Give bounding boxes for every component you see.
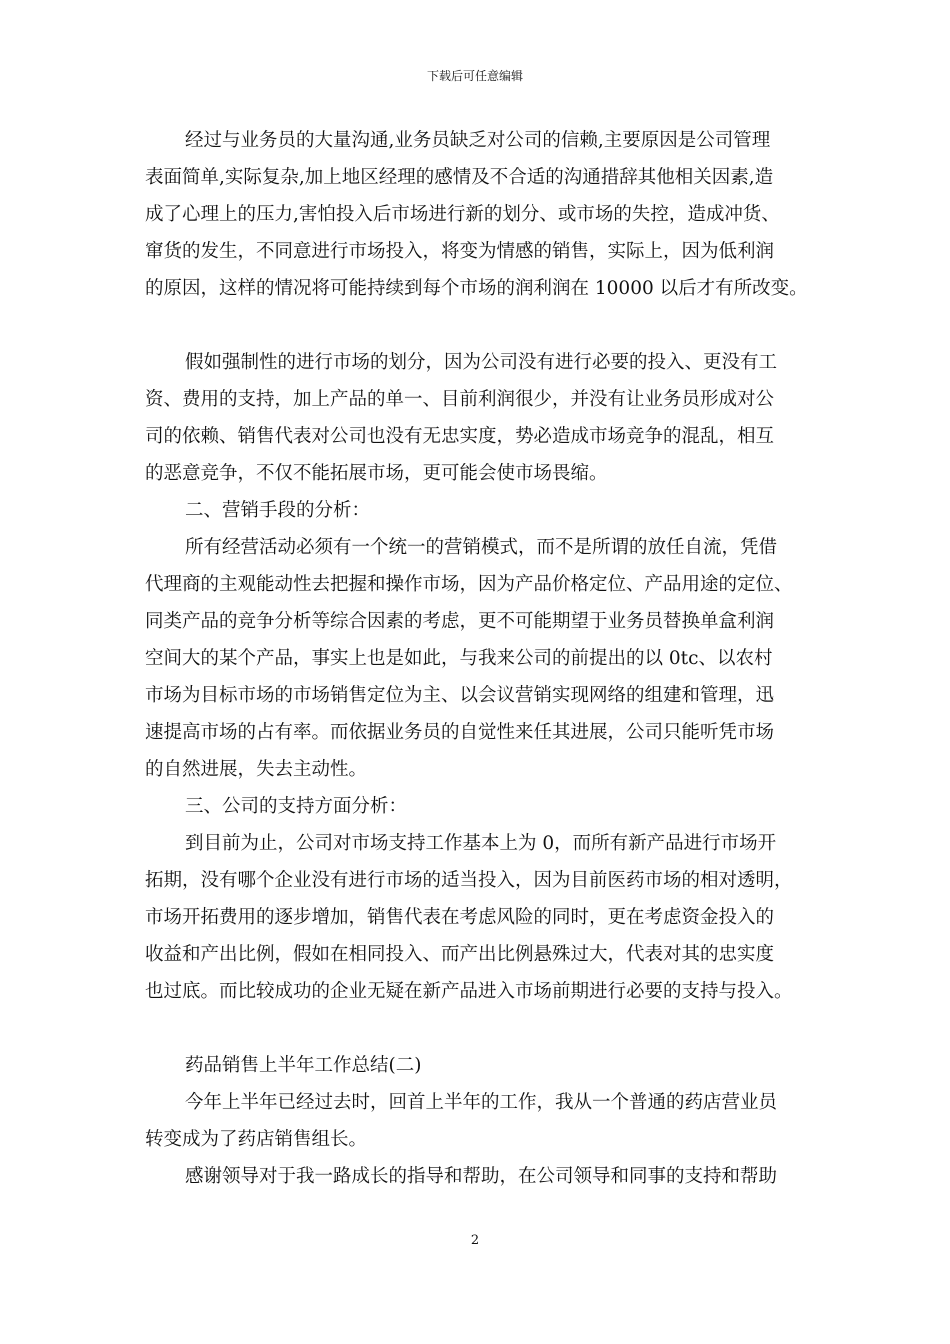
paragraph-3-line-1: 所有经营活动必须有一个统一的营销模式，而不是所谓的放任自流，凭借 xyxy=(185,537,778,558)
paragraph-2-line-2: 资、费用的支持，加上产品的单一、目前利润很少，并没有让业务员形成对公 xyxy=(145,389,775,410)
document-body xyxy=(145,122,825,1195)
paragraph-3-line-3: 同类产品的竞争分析等综合因素的考虑，更不可能期望于业务员替换单盒利润 xyxy=(145,611,775,632)
page-header: 下载后可任意编辑 xyxy=(426,69,523,83)
section-heading-support: 三、公司的支持方面分析： xyxy=(185,796,408,817)
paragraph-6-line-1: 感谢领导对于我一路成长的指导和帮助，在公司领导和同事的支持和帮助 xyxy=(185,1166,778,1187)
paragraph-2-line-1: 假如强制性的进行市场的划分，因为公司没有进行必要的投入、更没有工 xyxy=(185,352,778,373)
paragraph-3-line-7: 的自然进展，失去主动性。 xyxy=(145,759,368,780)
paragraph-4-line-2: 拓期，没有哪个企业没有进行市场的适当投入，因为目前医药市场的相对透明， xyxy=(145,870,793,891)
paragraph-4-line-5: 也过底。而比较成功的企业无疑在新产品进入市场前期进行必要的支持与投入。 xyxy=(145,981,793,1002)
paragraph-1-line-5: 的原因，这样的情况将可能持续到每个市场的润利润在 10000 以后才有所改变。 xyxy=(145,278,808,299)
paragraph-4-line-3: 市场开拓费用的逐步增加，销售代表在考虑风险的同时，更在考虑资金投入的 xyxy=(145,907,775,928)
paragraph-5-line-2: 转变成为了药店销售组长。 xyxy=(145,1129,368,1150)
paragraph-3-line-4: 空间大的某个产品，事实上也是如此，与我来公司的前提出的以 0tc、以农村 xyxy=(145,648,773,669)
paragraph-3-line-6: 速提高市场的占有率。而依据业务员的自觉性来任其进展，公司只能听凭市场 xyxy=(145,722,775,743)
paragraph-4-line-1: 到目前为止，公司对市场支持工作基本上为 0，而所有新产品进行市场开 xyxy=(185,833,777,854)
section-heading-marketing: 二、营销手段的分析： xyxy=(185,500,371,521)
paragraph-1-line-4: 窜货的发生，不同意进行市场投入，将变为情感的销售，实际上，因为低利润 xyxy=(145,241,775,262)
paragraph-2-line-3: 司的依赖、销售代表对公司也没有无忠实度，势必造成市场竞争的混乱，相互 xyxy=(145,426,775,447)
paragraph-1-line-1: 经过与业务员的大量沟通,业务员缺乏对公司的信赖,主要原因是公司管理 xyxy=(185,130,771,151)
paragraph-4-line-4: 收益和产出比例，假如在相同投入、而产出比例悬殊过大，代表对其的忠实度 xyxy=(145,944,775,965)
paragraph-1-line-2: 表面简单,实际复杂,加上地区经理的感情及不合适的沟通措辞其他相关因素,造 xyxy=(145,167,774,188)
paragraph-1-line-3: 成了心理上的压力,害怕投入后市场进行新的划分、或市场的失控，造成冲货、 xyxy=(145,204,780,225)
paragraph-5-line-1: 今年上半年已经过去时，回首上半年的工作，我从一个普通的药店营业员 xyxy=(185,1092,778,1113)
paragraph-2-line-4: 的恶意竞争，不仅不能拓展市场，更可能会使市场畏缩。 xyxy=(145,463,608,484)
paragraph-spacer xyxy=(145,307,825,344)
page-number: 2 xyxy=(470,1233,480,1248)
paragraph-3-line-2: 代理商的主观能动性去把握和操作市场，因为产品价格定位、产品用途的定位、 xyxy=(145,574,793,595)
paragraph-spacer xyxy=(145,1010,825,1047)
paragraph-3-line-5: 市场为目标市场的市场销售定位为主、以会议营销实现网络的组建和管理，迅 xyxy=(145,685,775,706)
article-subtitle: 药品销售上半年工作总结(二) xyxy=(185,1055,422,1076)
